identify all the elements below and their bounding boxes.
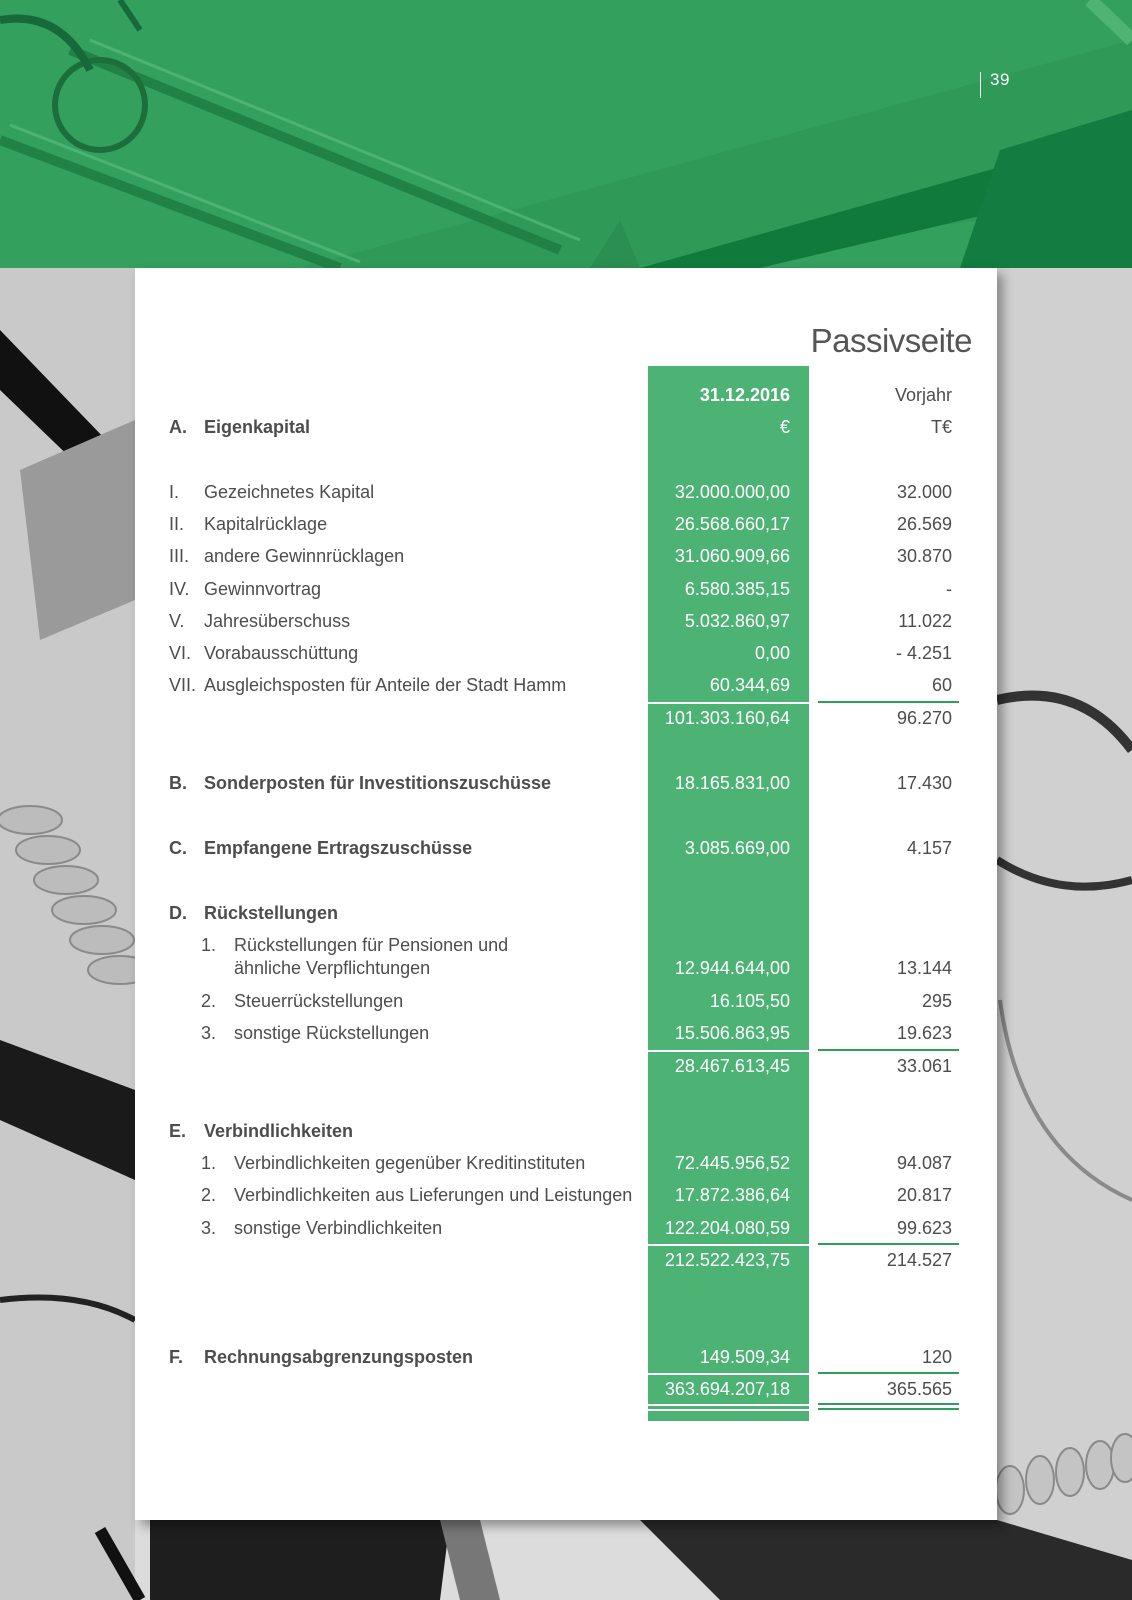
subtotal-row <box>0 1053 1132 1079</box>
item-label: Verbindlichkeiten aus Lieferungen und Leistungen <box>234 1185 633 1205</box>
item-label: Ausgleichsposten für Anteile der Stadt Hamm <box>204 675 567 695</box>
section-letter: A. <box>169 417 187 437</box>
item-number: 3. <box>201 1023 217 1043</box>
table-row <box>0 988 1132 1014</box>
subtotal-row <box>0 1247 1132 1273</box>
table-row <box>0 608 1132 634</box>
table-row <box>0 479 1132 505</box>
table-row <box>0 672 1132 698</box>
subtotal-rule-current <box>648 702 809 704</box>
section-label: Sonderposten für Investitionszuschüsse <box>204 773 552 793</box>
double-rule-current-bottom <box>648 1409 809 1411</box>
subtotal-rule-previous <box>818 701 959 703</box>
previous-value: 60 <box>931 675 952 695</box>
section-b-row <box>0 770 1132 796</box>
section-letter: F. <box>169 1347 184 1367</box>
item-number: I. <box>169 482 180 502</box>
current-value: 31.060.909,66 <box>674 546 790 566</box>
item-label: Kapitalrücklage <box>204 514 328 534</box>
table-row <box>0 1182 1132 1208</box>
current-value: 72.445.956,52 <box>674 1153 790 1173</box>
current-value: 32.000.000,00 <box>674 482 790 502</box>
table-row <box>0 511 1132 537</box>
previous-value: 32.000 <box>896 482 952 502</box>
item-number: VII. <box>169 675 197 695</box>
subtotal-rule-previous <box>818 1243 959 1245</box>
total-rule-previous <box>818 1372 959 1374</box>
previous-value: 120 <box>921 1347 952 1367</box>
section-label: Eigenkapital <box>204 417 311 437</box>
item-label: andere Gewinnrücklagen <box>204 546 405 566</box>
previous-unit: T€ <box>930 417 952 437</box>
current-value: 16.105,50 <box>709 991 790 1011</box>
table-row <box>0 1215 1132 1241</box>
column-header-row <box>0 382 1132 408</box>
item-label: sonstige Verbindlichkeiten <box>234 1218 443 1238</box>
item-number: 3. <box>201 1218 217 1238</box>
item-number: 1. <box>201 935 217 955</box>
previous-value: 99.623 <box>896 1218 952 1238</box>
current-value: 149.509,34 <box>699 1347 790 1367</box>
item-label: Steuerrückstellungen <box>234 991 404 1011</box>
previous-value: 26.569 <box>896 514 952 534</box>
subtotal-row <box>0 705 1132 731</box>
section-f-row <box>0 1344 1132 1370</box>
grand-total-row <box>0 1376 1132 1402</box>
item-label-line1: Rückstellungen für Pensionen und <box>234 935 509 955</box>
item-label: Gezeichnetes Kapital <box>204 482 375 502</box>
section-d-heading <box>0 900 1132 926</box>
previous-subtotal: 96.270 <box>896 708 952 728</box>
section-label: Rechnungsabgrenzungsposten <box>204 1347 474 1367</box>
previous-grand-total: 365.565 <box>886 1379 952 1399</box>
previous-subtotal: 214.527 <box>886 1250 952 1270</box>
page-title: Passivseite <box>810 322 972 359</box>
item-number: V. <box>169 611 185 631</box>
section-letter: E. <box>169 1121 187 1141</box>
current-value: 60.344,69 <box>709 675 790 695</box>
page-number: 39 <box>990 70 1010 89</box>
double-rule-current-top <box>648 1404 809 1406</box>
section-e-heading <box>0 1118 1132 1144</box>
current-grand-total: 363.694.207,18 <box>664 1379 790 1399</box>
previous-value: 13.144 <box>896 958 952 978</box>
table-row <box>0 543 1132 569</box>
previous-value: - 4.251 <box>895 643 952 663</box>
section-a-heading <box>0 414 1132 440</box>
item-label: Vorabausschüttung <box>204 643 359 663</box>
previous-value: 94.087 <box>896 1153 952 1173</box>
subtotal-rule-current <box>648 1050 809 1052</box>
double-rule-previous-bottom <box>818 1408 959 1410</box>
current-value: 0,00 <box>754 643 790 663</box>
previous-value: 30.870 <box>896 546 952 566</box>
section-label: Rückstellungen <box>204 903 339 923</box>
current-unit: € <box>779 417 790 437</box>
current-value: 17.872.386,64 <box>674 1185 790 1205</box>
previous-subtotal: 33.061 <box>896 1056 952 1076</box>
current-subtotal: 28.467.613,45 <box>674 1056 790 1076</box>
current-value: 5.032.860,97 <box>684 611 790 631</box>
previous-value: 295 <box>921 991 952 1011</box>
current-value: 6.580.385,15 <box>684 579 790 599</box>
item-number: 1. <box>201 1153 217 1173</box>
subtotal-rule-previous <box>818 1049 959 1051</box>
current-value: 12.944.644,00 <box>674 958 790 978</box>
item-label: Jahresüberschuss <box>204 611 351 631</box>
item-number: III. <box>169 546 190 566</box>
section-label: Verbindlichkeiten <box>204 1121 354 1141</box>
item-label: Gewinnvortrag <box>204 579 322 599</box>
previous-value: 19.623 <box>896 1023 952 1043</box>
table-row <box>0 640 1132 666</box>
table-row <box>0 955 1132 981</box>
table-row <box>0 576 1132 602</box>
subtotal-rule-current <box>648 1244 809 1246</box>
section-letter: C. <box>169 838 187 858</box>
item-number: IV. <box>169 579 190 599</box>
item-number: 2. <box>201 991 217 1011</box>
current-value: 15.506.863,95 <box>674 1023 790 1043</box>
current-value: 26.568.660,17 <box>674 514 790 534</box>
previous-value: - <box>946 579 952 599</box>
current-value: 3.085.669,00 <box>684 838 790 858</box>
current-value: 18.165.831,00 <box>674 773 790 793</box>
previous-value: 4.157 <box>906 838 952 858</box>
section-c-row <box>0 835 1132 861</box>
previous-value: 20.817 <box>896 1185 952 1205</box>
current-subtotal: 101.303.160,64 <box>664 708 790 728</box>
double-rule-previous-top <box>818 1403 959 1405</box>
current-value: 122.204.080,59 <box>664 1218 790 1238</box>
item-label-line2: ähnliche Verpflichtungen <box>234 958 431 978</box>
item-number: 2. <box>201 1185 217 1205</box>
current-subtotal: 212.522.423,75 <box>664 1250 790 1270</box>
current-date-header: 31.12.2016 <box>699 385 790 405</box>
previous-value: 17.430 <box>896 773 952 793</box>
table-row <box>0 1020 1132 1046</box>
previous-year-header: Vorjahr <box>894 385 952 405</box>
section-label: Empfangene Ertragszuschüsse <box>204 838 473 858</box>
section-letter: B. <box>169 773 187 793</box>
section-letter: D. <box>169 903 187 923</box>
item-number: VI. <box>169 643 192 663</box>
item-number: II. <box>169 514 185 534</box>
table-row <box>0 1150 1132 1176</box>
total-rule-current <box>648 1373 809 1375</box>
previous-value: 11.022 <box>898 611 952 631</box>
item-label: Verbindlichkeiten gegenüber Kreditinstituten <box>234 1153 586 1173</box>
item-label: sonstige Rückstellungen <box>234 1023 430 1043</box>
